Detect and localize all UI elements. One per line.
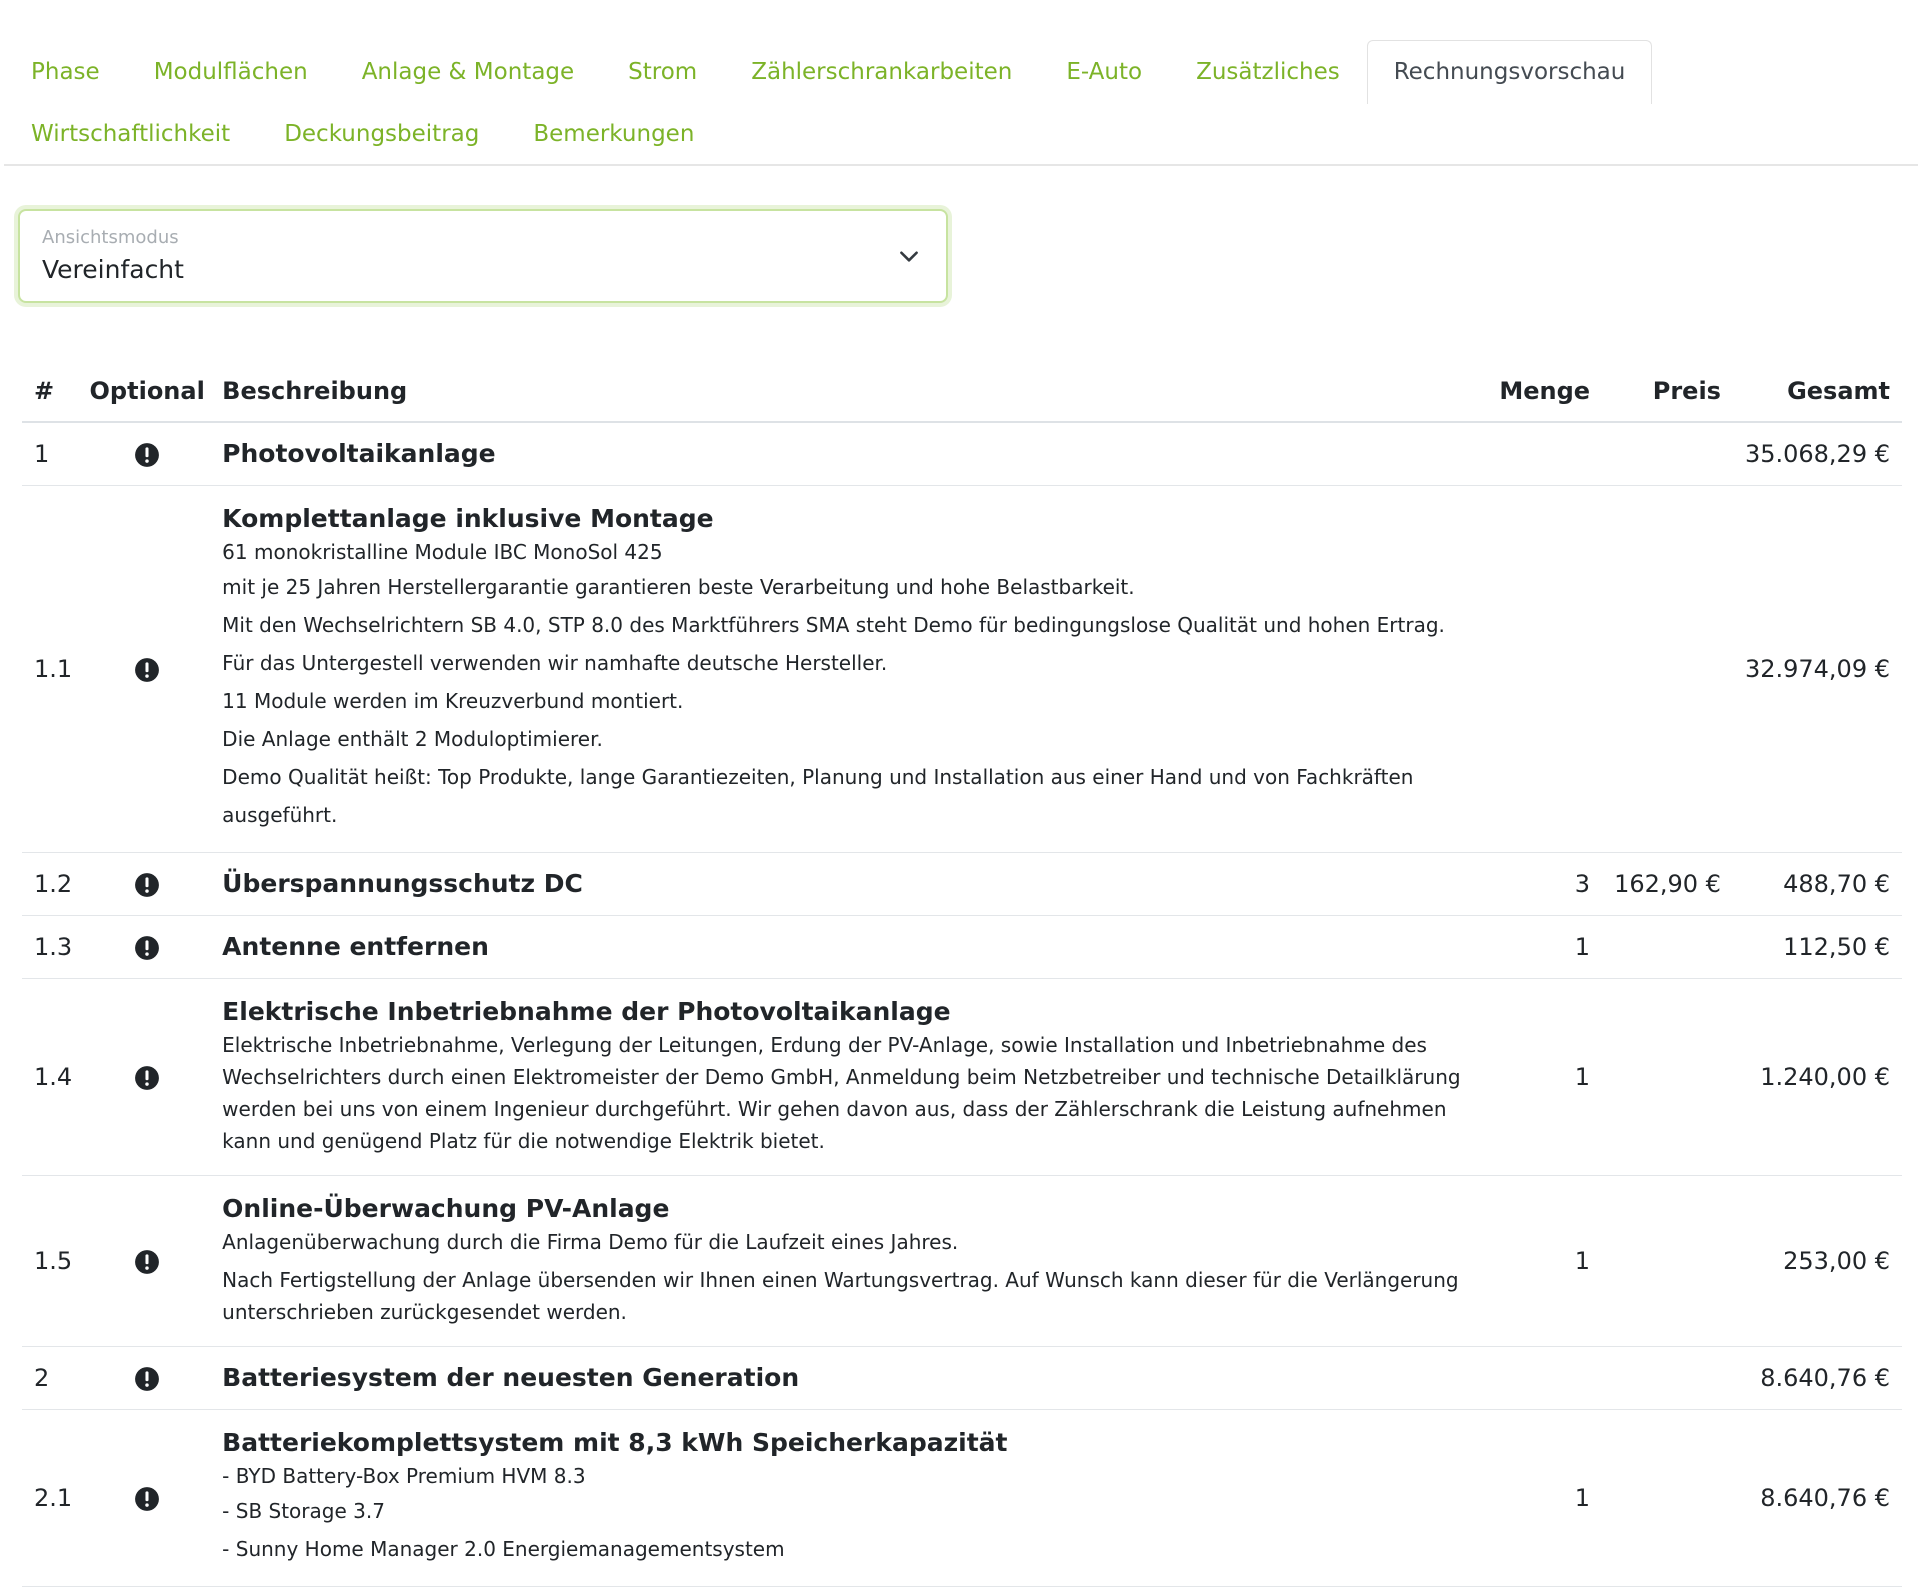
item-title: Überspannungsschutz DC	[222, 869, 583, 898]
table-row	[22, 1410, 1902, 1587]
invoice-table	[22, 360, 1902, 1587]
row-total: 112,50 €	[1733, 916, 1902, 979]
row-description	[210, 853, 1487, 916]
exclamation-circle-icon	[134, 1065, 160, 1091]
item-desc-line: - SB Storage 3.7	[222, 1499, 385, 1523]
tab-wirtschaftlichkeit[interactable]: Wirtschaftlichkeit	[31, 121, 231, 147]
row-price	[1602, 916, 1733, 979]
item-desc-line: Demo Qualität heißt: Top Produkte, lange Garantiezeiten, Planung und Installation aus einer Hand und von Fachkräften ausgeführt.	[222, 765, 1414, 827]
row-total: 488,70 €	[1733, 853, 1902, 916]
tab-zusaetzliches[interactable]: Zusätzliches	[1196, 59, 1340, 85]
table-header-row	[22, 360, 1902, 422]
optional-toggle[interactable]	[84, 1410, 210, 1587]
chevron-down-icon	[896, 243, 922, 269]
row-total: 8.640,76 €	[1733, 1347, 1902, 1410]
row-qty	[1487, 486, 1602, 853]
exclamation-circle-icon	[134, 657, 160, 683]
table-row	[22, 486, 1902, 853]
exclamation-circle-icon	[134, 1366, 160, 1392]
item-title: Batteriesystem der neuesten Generation	[222, 1363, 800, 1392]
row-description	[210, 1176, 1487, 1347]
row-description	[210, 916, 1487, 979]
header-price: Preis	[1602, 360, 1733, 422]
exclamation-circle-icon	[134, 442, 160, 468]
item-desc-line: Für das Untergestell verwenden wir namhafte deutsche Hersteller.	[222, 651, 888, 675]
item-title: Online-Überwachung PV-Anlage	[222, 1194, 670, 1223]
optional-toggle[interactable]	[84, 979, 210, 1176]
item-desc-line: 61 monokristalline Module IBC MonoSol 425	[222, 540, 663, 564]
tab-rechnungsvorschau[interactable]: Rechnungsvorschau	[1367, 40, 1653, 104]
item-desc-paragraph: Elektrische Inbetriebnahme, Verlegung der Leitungen, Erdung der PV-Anlage, sowie Installation und Inbetriebnahme des Wechselrichters durch einen Elektromeister der Demo GmbH, Anmeldung beim Netzbetreiber und technische Detailklärung werden bei uns von einem Ingenieur durchgeführt. Wir gehen davon aus, dass der Zählerschrank die Leistung aufnehmen kann und genügend Platz für die notwendige Elektrik bietet.	[222, 1033, 1461, 1153]
tab-bemerkungen[interactable]: Bemerkungen	[533, 121, 695, 147]
header-qty: Menge	[1487, 360, 1602, 422]
header-total: Gesamt	[1733, 360, 1902, 422]
row-price	[1602, 1347, 1733, 1410]
header-num: #	[22, 360, 84, 422]
optional-toggle[interactable]	[84, 1347, 210, 1410]
row-num: 1.1	[22, 486, 84, 853]
row-description	[210, 486, 1487, 853]
item-desc-line: 11 Module werden im Kreuzverbund montiert.	[222, 689, 684, 713]
tab-strom[interactable]: Strom	[628, 59, 698, 85]
view-mode-label: Ansichtsmodus	[42, 227, 179, 248]
header-description: Beschreibung	[210, 360, 1487, 422]
optional-toggle[interactable]	[84, 422, 210, 486]
header-optional: Optional	[84, 360, 210, 422]
item-desc-line: Die Anlage enthält 2 Moduloptimierer.	[222, 727, 603, 751]
tab-modulflaechen[interactable]: Modulflächen	[153, 59, 308, 85]
row-total: 32.974,09 €	[1733, 486, 1902, 853]
view-mode-select[interactable]	[18, 209, 948, 303]
view-mode-value: Vereinfacht	[42, 255, 184, 284]
row-qty: 3	[1487, 853, 1602, 916]
optional-toggle[interactable]	[84, 916, 210, 979]
row-description	[210, 422, 1487, 486]
item-title: Batteriekomplettsystem mit 8,3 kWh Speicherkapazität	[222, 1428, 1008, 1457]
exclamation-circle-icon	[134, 1249, 160, 1275]
row-price: 162,90 €	[1602, 853, 1733, 916]
row-qty: 1	[1487, 1410, 1602, 1587]
row-qty	[1487, 1347, 1602, 1410]
item-title: Komplettanlage inklusive Montage	[222, 504, 714, 533]
tab-anlage-montage[interactable]: Anlage & Montage	[361, 59, 575, 85]
tab-phase[interactable]: Phase	[31, 59, 100, 85]
row-price	[1602, 1410, 1733, 1587]
table-row	[22, 1176, 1902, 1347]
item-desc-paragraph: Nach Fertigstellung der Anlage übersenden wir Ihnen einen Wartungsvertrag. Auf Wunsch kann dieser für die Verlängerung unterschrieben zurückgesendet werden.	[222, 1268, 1459, 1324]
row-price	[1602, 486, 1733, 853]
item-desc-line: Anlagenüberwachung durch die Firma Demo für die Laufzeit eines Jahres.	[222, 1230, 959, 1254]
item-desc-line: Mit den Wechselrichtern SB 4.0, STP 8.0 des Marktführers SMA steht Demo für bedingungslose Qualität und hohen Ertrag.	[222, 613, 1445, 637]
optional-toggle[interactable]	[84, 486, 210, 853]
exclamation-circle-icon	[134, 872, 160, 898]
item-title: Elektrische Inbetriebnahme der Photovoltaikanlage	[222, 997, 951, 1026]
tab-deckungsbeitrag[interactable]: Deckungsbeitrag	[284, 121, 480, 147]
row-num: 1.3	[22, 916, 84, 979]
tab-zaehlerschrankarbeiten[interactable]: Zählerschrankarbeiten	[751, 59, 1013, 85]
table-row	[22, 853, 1902, 916]
row-description	[210, 979, 1487, 1176]
row-qty: 1	[1487, 979, 1602, 1176]
item-desc-line: mit je 25 Jahren Herstellergarantie garantieren beste Verarbeitung und hohe Belastbarkeit.	[222, 575, 1135, 599]
tab-bar	[4, 40, 1918, 166]
row-qty	[1487, 422, 1602, 486]
row-num: 2.1	[22, 1410, 84, 1587]
exclamation-circle-icon	[134, 1486, 160, 1512]
row-qty: 1	[1487, 916, 1602, 979]
table-row	[22, 1347, 1902, 1410]
tab-e-auto[interactable]: E-Auto	[1066, 59, 1143, 85]
row-total: 253,00 €	[1733, 1176, 1902, 1347]
row-num: 1.4	[22, 979, 84, 1176]
row-total: 1.240,00 €	[1733, 979, 1902, 1176]
item-title: Photovoltaikanlage	[222, 439, 496, 468]
row-num: 1.2	[22, 853, 84, 916]
exclamation-circle-icon	[134, 935, 160, 961]
item-desc-line: - Sunny Home Manager 2.0 Energiemanagementsystem	[222, 1537, 785, 1561]
row-price	[1602, 1176, 1733, 1347]
optional-toggle[interactable]	[84, 853, 210, 916]
item-title: Antenne entfernen	[222, 932, 489, 961]
row-num: 1	[22, 422, 84, 486]
row-num: 1.5	[22, 1176, 84, 1347]
row-description	[210, 1347, 1487, 1410]
row-price	[1602, 979, 1733, 1176]
optional-toggle[interactable]	[84, 1176, 210, 1347]
table-row	[22, 979, 1902, 1176]
row-qty: 1	[1487, 1176, 1602, 1347]
item-desc-line: - BYD Battery-Box Premium HVM 8.3	[222, 1464, 586, 1488]
row-description	[210, 1410, 1487, 1587]
row-total: 8.640,76 €	[1733, 1410, 1902, 1587]
table-row	[22, 916, 1902, 979]
row-total: 35.068,29 €	[1733, 422, 1902, 486]
row-price	[1602, 422, 1733, 486]
row-num: 2	[22, 1347, 84, 1410]
table-row	[22, 422, 1902, 486]
